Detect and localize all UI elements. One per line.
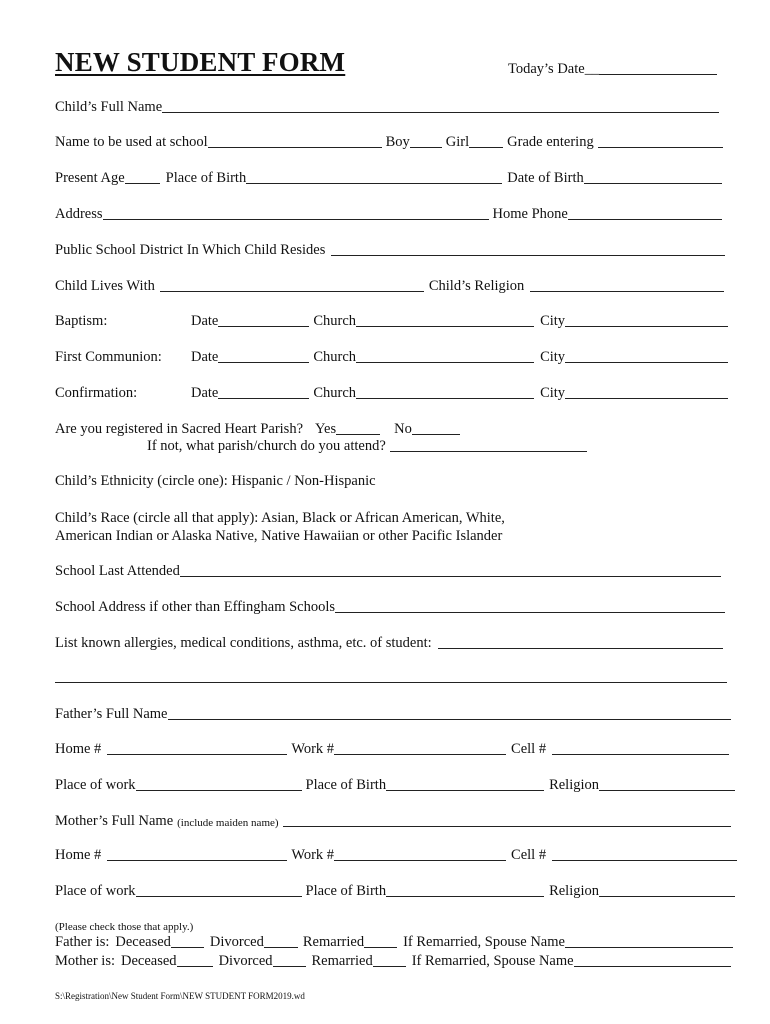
mother-work-phone-label: Work # (291, 847, 335, 863)
birthplace-label: Place of Birth (165, 170, 247, 186)
sacrament-church-label: Church (313, 385, 357, 401)
mother-name-field[interactable] (283, 812, 731, 827)
parish-yes-field[interactable] (336, 420, 380, 435)
parish-followup-label: If not, what parish/church do you attend? (147, 438, 386, 454)
birthplace-field[interactable] (246, 169, 502, 184)
mother-religion-label: Religion (549, 883, 600, 899)
sacrament-row-communion (55, 348, 728, 366)
mother-cell-field[interactable] (552, 846, 737, 861)
mother-name-label: Mother’s Full Name (55, 813, 174, 829)
father-work-row (55, 776, 735, 794)
father-divorced-label: Divorced (209, 934, 264, 950)
father-status-row (55, 933, 733, 951)
school-address-label: School Address if other than Effingham Schools (55, 599, 336, 615)
sacrament-name: Confirmation: (55, 385, 138, 401)
sacrament-city-label: City (540, 313, 566, 329)
father-divorced-field[interactable] (264, 933, 298, 948)
school-name-field[interactable] (208, 133, 382, 148)
father-workplace-field[interactable] (136, 776, 302, 791)
mother-deceased-field[interactable] (177, 952, 213, 967)
father-work-phone-label: Work # (291, 741, 335, 757)
mother-home-label: Home # (55, 847, 102, 863)
father-spouse-field[interactable] (565, 933, 733, 948)
father-deceased-label: Deceased (115, 934, 171, 950)
parish-no-label: No (394, 421, 412, 437)
mother-deceased-label: Deceased (121, 953, 177, 969)
father-status-label: Father is: (55, 934, 110, 950)
sacrament-church-field[interactable] (356, 384, 534, 399)
mother-workplace-label: Place of work (55, 883, 136, 899)
district-row (55, 241, 725, 259)
grade-label: Grade entering (507, 134, 594, 150)
age-row (55, 169, 722, 187)
mother-status-label: Mother is: (55, 953, 116, 969)
boy-label: Boy (385, 134, 410, 150)
mother-status-row (55, 952, 731, 970)
sacrament-city-field[interactable] (565, 312, 728, 327)
mother-religion-field[interactable] (599, 882, 735, 897)
father-cell-field[interactable] (552, 740, 729, 755)
sacrament-date-field[interactable] (218, 384, 309, 399)
address-label: Address (55, 206, 103, 222)
race-line-1: Child’s Race (circle all that apply): Asian, Black or African American, White, (55, 510, 505, 526)
parish-followup-row (147, 437, 587, 455)
todays-date-row (508, 60, 717, 78)
allergies-field[interactable] (438, 634, 723, 649)
age-label: Present Age (55, 170, 125, 186)
allergies-row (55, 634, 723, 652)
school-address-row (55, 598, 725, 616)
mother-birthplace-field[interactable] (386, 882, 544, 897)
sacrament-church-label: Church (313, 313, 357, 329)
mother-spouse-field[interactable] (574, 952, 731, 967)
allergies-label: List known allergies, medical conditions, asthma, etc. of student: (55, 635, 432, 651)
lives-with-field[interactable] (160, 277, 424, 292)
child-name-row (55, 98, 719, 116)
mother-work-phone-field[interactable] (334, 846, 506, 861)
sacrament-date-label: Date (191, 313, 219, 329)
check-note: (Please check those that apply.) (55, 921, 194, 933)
todays-date-label: Today’s Date__ (508, 61, 600, 77)
sacrament-city-label: City (540, 349, 566, 365)
mother-divorced-label: Divorced (218, 953, 273, 969)
sacrament-row-confirmation (55, 384, 728, 402)
parish-row (55, 420, 495, 438)
father-birthplace-field[interactable] (386, 776, 544, 791)
district-field[interactable] (331, 241, 725, 256)
father-workplace-label: Place of work (55, 777, 136, 793)
school-last-row (55, 562, 721, 580)
father-home-label: Home # (55, 741, 102, 757)
age-field[interactable] (125, 169, 160, 184)
address-row (55, 205, 722, 223)
lives-row (55, 277, 724, 295)
father-name-field[interactable] (168, 705, 732, 720)
mother-divorced-field[interactable] (273, 952, 306, 967)
mother-remarried-field[interactable] (373, 952, 406, 967)
parish-yes-label: Yes (315, 421, 337, 437)
footer-file-path: S:\Registration\New Student Form\NEW STUDENT FORM2019.wd (55, 991, 305, 1001)
sacrament-city-field[interactable] (565, 384, 728, 399)
sacrament-city-label: City (540, 385, 566, 401)
school-name-row (55, 133, 723, 151)
mother-phones-row (55, 846, 737, 864)
home-phone-field[interactable] (568, 205, 722, 220)
father-spouse-label: If Remarried, Spouse Name (403, 934, 565, 950)
lives-with-label: Child Lives With (55, 278, 155, 294)
sacrament-date-field[interactable] (218, 312, 309, 327)
address-field[interactable] (103, 205, 489, 220)
child-religion-field[interactable] (530, 277, 724, 292)
sacrament-church-field[interactable] (356, 312, 534, 327)
mother-cell-label: Cell # (511, 847, 547, 863)
sacrament-date-field[interactable] (218, 348, 309, 363)
father-name-label: Father’s Full Name (55, 706, 168, 722)
child-name-label: Child’s Full Name (55, 99, 163, 115)
mother-birthplace-label: Place of Birth (305, 883, 387, 899)
sacrament-name: Baptism: (55, 313, 108, 329)
mother-name-row (55, 812, 731, 830)
girl-label: Girl (445, 134, 470, 150)
sacrament-name: First Communion: (55, 349, 162, 365)
father-remarried-label: Remarried (302, 934, 365, 950)
father-remarried-field[interactable] (364, 933, 397, 948)
mother-work-row (55, 882, 735, 900)
allergies-extra-line[interactable] (55, 682, 727, 683)
parish-followup-field[interactable] (390, 437, 587, 452)
ethnicity-line: Child’s Ethnicity (circle one): Hispanic / Non-Hispanic (55, 473, 376, 489)
father-deceased-field[interactable] (171, 933, 204, 948)
grade-field[interactable] (598, 133, 723, 148)
boy-field[interactable] (410, 133, 442, 148)
school-last-field[interactable] (180, 562, 721, 577)
father-birthplace-label: Place of Birth (305, 777, 387, 793)
child-religion-label: Child’s Religion (428, 278, 525, 294)
race-line-2: American Indian or Alaska Native, Native Hawaiian or other Pacific Islander (55, 528, 503, 544)
child-name-field[interactable] (162, 98, 719, 113)
father-name-row (55, 705, 731, 723)
father-religion-label: Religion (549, 777, 600, 793)
girl-field[interactable] (469, 133, 503, 148)
father-home-field[interactable] (107, 740, 287, 755)
father-work-phone-field[interactable] (334, 740, 506, 755)
father-religion-field[interactable] (599, 776, 735, 791)
form-title: NEW STUDENT FORM (55, 47, 346, 77)
mother-name-note: (include maiden name) (177, 817, 279, 829)
school-name-label: Name to be used at school (55, 134, 208, 150)
district-label: Public School District In Which Child Resides (55, 242, 326, 258)
mother-workplace-field[interactable] (136, 882, 302, 897)
father-phones-row (55, 740, 729, 758)
parish-no-field[interactable] (412, 420, 460, 435)
sacrament-city-field[interactable] (565, 348, 728, 363)
mother-spouse-label: If Remarried, Spouse Name (411, 953, 574, 969)
sacrament-date-label: Date (191, 385, 219, 401)
school-address-field[interactable] (335, 598, 725, 613)
dob-label: Date of Birth (507, 170, 584, 186)
mother-remarried-label: Remarried (311, 953, 373, 969)
parish-question: Are you registered in Sacred Heart Parish? (55, 421, 304, 437)
school-last-label: School Last Attended (55, 563, 180, 579)
sacrament-row-baptism (55, 312, 728, 330)
todays-date-field[interactable] (599, 60, 717, 75)
father-cell-label: Cell # (511, 741, 547, 757)
sacrament-date-label: Date (191, 349, 219, 365)
sacrament-church-label: Church (313, 349, 357, 365)
mother-home-field[interactable] (107, 846, 287, 861)
dob-field[interactable] (584, 169, 722, 184)
home-phone-label: Home Phone (492, 206, 568, 222)
sacrament-church-field[interactable] (356, 348, 534, 363)
